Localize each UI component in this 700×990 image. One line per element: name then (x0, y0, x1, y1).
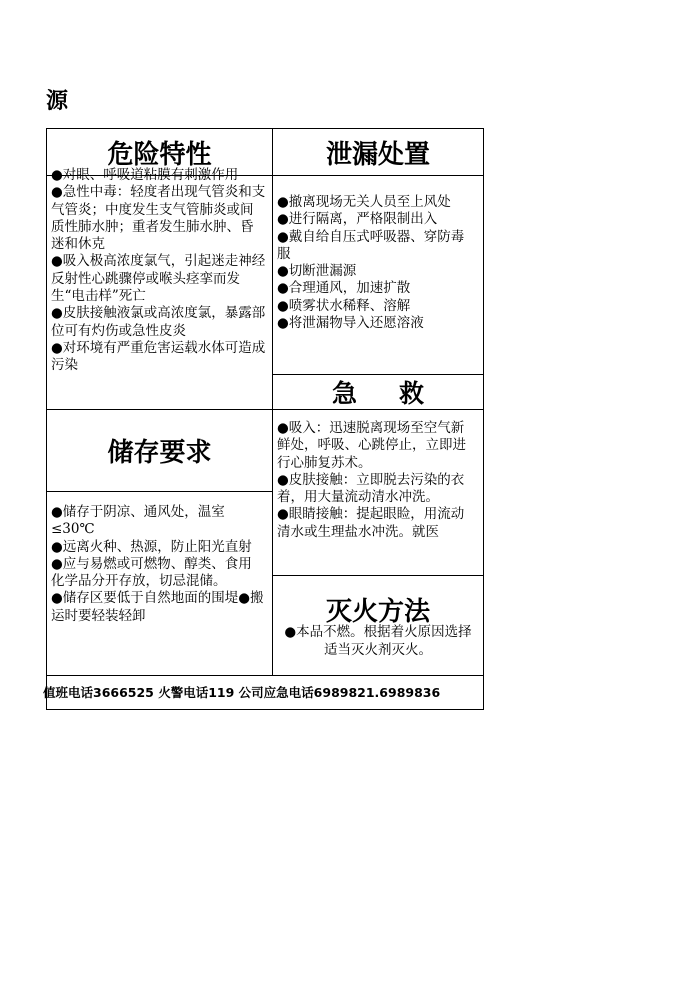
aid-item: ●吸入：迅速脱离现场至空气新鲜处，呼吸、心跳停止，立即进行心肺复苏术。 (277, 420, 466, 471)
leak-item: ●撤离现场无关人员至上风处 (277, 194, 451, 210)
storage-item: ●储存区要低于自然地面的围堤●搬运时要轻装轻卸 (51, 590, 264, 624)
storage-item: ●储存于阴凉、通风处，温室≤30℃ (51, 504, 225, 538)
leak-list (273, 176, 483, 374)
aid-item: ●皮肤接触：立即脱去污染的衣着，用大量流动清水冲洗。 (277, 471, 465, 506)
leak-item: ●将泄漏物导入还愿溶液 (277, 315, 424, 332)
aid-header: 急救 (331, 379, 466, 408)
footer-phone-numbers: 值班电话3666525 火警电话119 公司应急电话6989821.6989836 (43, 685, 441, 700)
hazard-header: 危险特性 (107, 139, 212, 170)
leak-item: ●喷雾状水稀释、溶解 (277, 297, 411, 314)
storage-item: ●应与易燃或可燃物、醇类、食用化学品分开存放，切忌混储。 (51, 555, 252, 590)
fire-text: ●本品不燃。根据着火原因选择适当灭火剂灭火。 (284, 624, 472, 658)
leak-item: ●戴自给自压式呼吸器、穿防毒服 (277, 228, 465, 262)
hazard-item: ●对环境有严重危害运载水体可造成污染 (51, 339, 266, 374)
leak-header: 泄漏处置 (325, 139, 430, 170)
storage-header: 储存要求 (107, 438, 212, 468)
hazard-list (47, 167, 272, 409)
hazard-item: ●吸入极高浓度氯气，引起迷走神经反射性心跳骤停或喉头痉挛而发生“电击样”死亡 (51, 253, 266, 305)
hazard-item: ●皮肤接触液氯或高浓度氯，暴露部位可有灼伤或急性皮炎 (51, 305, 266, 339)
aid-item: ●眼睛接触：提起眼睑，用流动清水或生理盐水冲洗。就医 (277, 506, 465, 540)
storage-list (47, 492, 272, 675)
page-title: 源 (46, 89, 69, 114)
leak-item: ●切断泄漏源 (277, 263, 357, 280)
hazard-item: ●急性中毒：轻度者出现气管炎和支气管炎；中度发生支气管肺炎或间质性肺水肿；重者发生肺水肿、昏迷和休克 (51, 184, 266, 253)
divider-fire-top (272, 575, 483, 576)
fire-header: 灭火方法 (325, 596, 430, 627)
leak-item: ●合理通风，加速扩散 (277, 280, 411, 297)
leak-item: ●进行隔离，严格限制出入 (277, 211, 438, 228)
aid-list (273, 410, 483, 575)
storage-item: ●远离火种、热源，防止阳光直射 (51, 538, 252, 555)
hazard-item: ●对眼、呼吸道粘膜有刺激作用 (51, 167, 239, 183)
safety-card (43, 128, 484, 710)
